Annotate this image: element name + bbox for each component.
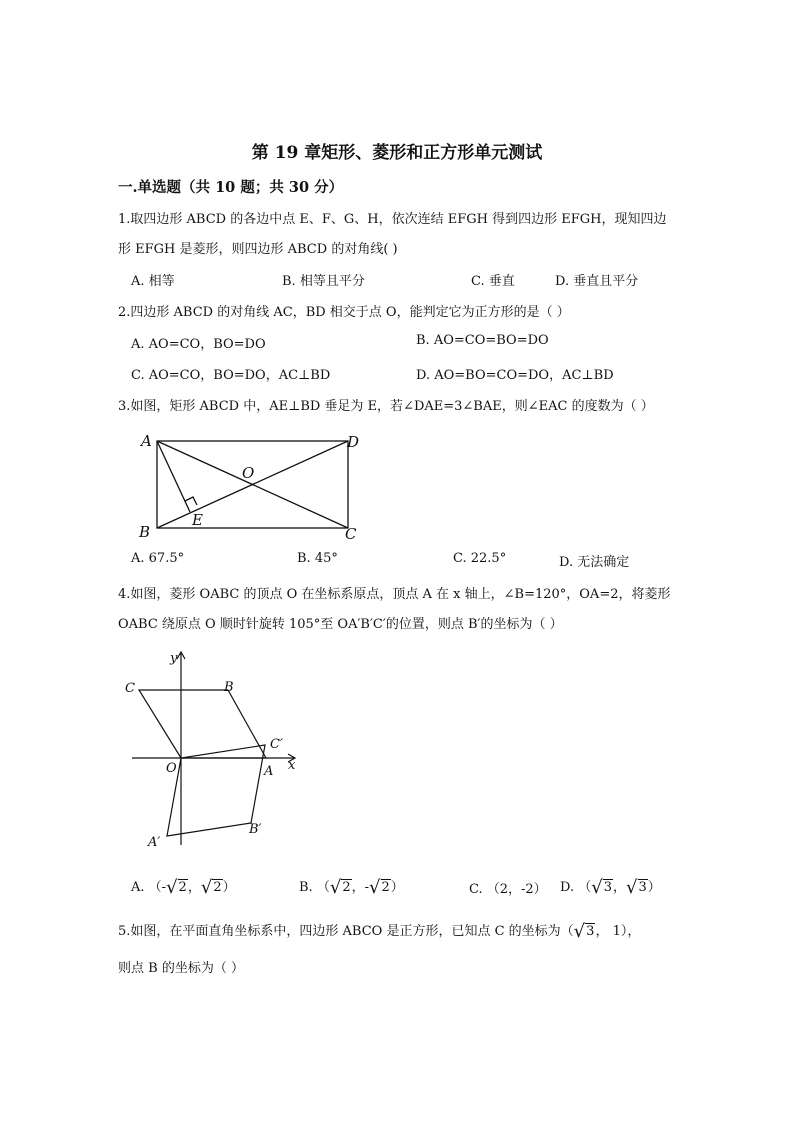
label-o: O xyxy=(242,464,255,482)
radical-sign: √ xyxy=(626,877,638,898)
sqrt-3 xyxy=(626,877,648,898)
q4-a-suffix: ） xyxy=(222,880,236,895)
q4-line1: 4.如图，菱形 OABC 的顶点 O 在坐标系原点，顶点 A 在 x 轴上，∠B=120°，OA=2，将菱形 xyxy=(118,587,671,602)
q4-rhombus-figure xyxy=(118,645,318,855)
radical-sign: √ xyxy=(166,877,178,898)
q2-option-b[interactable]: B. AO=CO=BO=DO xyxy=(416,333,549,348)
sqrt-3 xyxy=(574,921,596,942)
q4-b-sep: ， xyxy=(351,880,365,895)
q4-a-sep: ， xyxy=(187,880,201,895)
q1-option-d[interactable]: D. 垂直且平分 xyxy=(555,274,639,289)
q4-option-b[interactable] xyxy=(299,876,404,898)
sqrt-2 xyxy=(201,877,223,898)
sqrt-2 xyxy=(166,877,188,898)
radical-sign: √ xyxy=(573,921,586,942)
q3-option-d[interactable]: D. 无法确定 xyxy=(559,555,630,570)
label-x: x xyxy=(288,758,296,773)
q5-line2: 则点 B 的坐标为（ ） xyxy=(118,961,244,976)
radicand: 3 xyxy=(638,880,647,895)
radicand: 3 xyxy=(586,924,595,939)
q3-option-b[interactable]: B. 45° xyxy=(297,551,338,566)
q4-b-sign: - xyxy=(364,880,370,895)
sqrt-2 xyxy=(369,877,391,898)
label-c: C xyxy=(345,525,357,543)
q2-option-d[interactable]: D. AO=BO=CO=DO，AC⊥BD xyxy=(416,368,614,383)
sqrt-2 xyxy=(330,877,352,898)
label-y: y xyxy=(170,651,178,666)
q3-line1: 3.如图，矩形 ABCD 中，AE⊥BD 垂足为 E，若∠DAE=3∠BAE，则∠EAC 的度数为（ ） xyxy=(118,399,654,414)
q3-rectangle-figure xyxy=(130,425,370,545)
radicand: 2 xyxy=(178,880,187,895)
label-c-prime: C′ xyxy=(270,737,283,752)
q5-line1-suffix: ， 1）， xyxy=(595,924,641,939)
label-a: A xyxy=(264,764,274,779)
label-b: B xyxy=(139,523,151,541)
page-title: 第 19 章矩形、菱形和正方形单元测试 xyxy=(251,143,543,163)
q4-option-d[interactable] xyxy=(560,876,661,898)
q1-line1: 1.取四边形 ABCD 的各边中点 E、F、G、H，依次连结 EFGH 得到四边形 EFGH，现知四边 xyxy=(118,212,667,227)
radical-sign: √ xyxy=(200,877,213,898)
q1-option-c[interactable]: C. 垂直 xyxy=(471,274,515,289)
q4-d-suffix: ） xyxy=(647,880,661,895)
label-b-prime: B′ xyxy=(249,822,262,837)
q4-a-sign: - xyxy=(161,880,167,895)
q4-b-prefix: B. （ xyxy=(299,880,330,895)
label-c: C xyxy=(125,681,135,696)
radical-sign: √ xyxy=(369,877,381,898)
q4-line2: OABC 绕原点 O 顺时针旋转 105°至 OA′B′C′的位置，则点 B′的坐标为（ ） xyxy=(118,617,563,632)
q4-d-sep: ， xyxy=(613,880,627,895)
section-heading: 一.单选题（共 10 题；共 30 分） xyxy=(118,179,344,196)
label-a-prime: A′ xyxy=(148,835,161,850)
radical-sign: √ xyxy=(329,877,342,898)
radicand: 2 xyxy=(381,880,390,895)
q2-option-c[interactable]: C. AO=CO，BO=DO，AC⊥BD xyxy=(131,368,331,383)
label-d: D xyxy=(347,433,360,451)
label-e: E xyxy=(192,511,203,529)
radicand: 2 xyxy=(342,880,351,895)
label-b: B xyxy=(224,680,234,695)
q1-line2: 形 EFGH 是菱形，则四边形 ABCD 的对角线( ) xyxy=(118,242,398,257)
q1-option-b[interactable]: B. 相等且平分 xyxy=(282,274,365,289)
label-a: A xyxy=(141,432,152,450)
segment-ae xyxy=(157,441,190,512)
q3-option-a[interactable]: A. 67.5° xyxy=(131,551,185,566)
radicand: 3 xyxy=(603,880,612,895)
label-o: O xyxy=(166,761,177,776)
q4-d-prefix: D. （ xyxy=(560,880,592,895)
q4-a-prefix: A. （ xyxy=(131,880,162,895)
q5-line1-prefix: 5.如图，在平面直角坐标系中，四边形 ABCO 是正方形，已知点 C 的坐标为（ xyxy=(118,924,574,939)
q4-b-suffix: ） xyxy=(390,880,404,895)
q4-option-a[interactable] xyxy=(131,876,236,898)
q3-option-c[interactable]: C. 22.5° xyxy=(453,551,507,566)
q5-line1 xyxy=(118,920,640,942)
radical-sign: √ xyxy=(591,877,603,898)
sqrt-3 xyxy=(591,877,613,898)
q4-option-c[interactable]: C. （2，-2） xyxy=(469,882,547,897)
q2-line1: 2.四边形 ABCD 的对角线 AC，BD 相交于点 O，能判定它为正方形的是（ ） xyxy=(118,305,570,320)
q1-option-a[interactable]: A. 相等 xyxy=(131,274,175,289)
q2-option-a[interactable]: A. AO=CO，BO=DO xyxy=(131,337,266,352)
radicand: 2 xyxy=(213,880,222,895)
